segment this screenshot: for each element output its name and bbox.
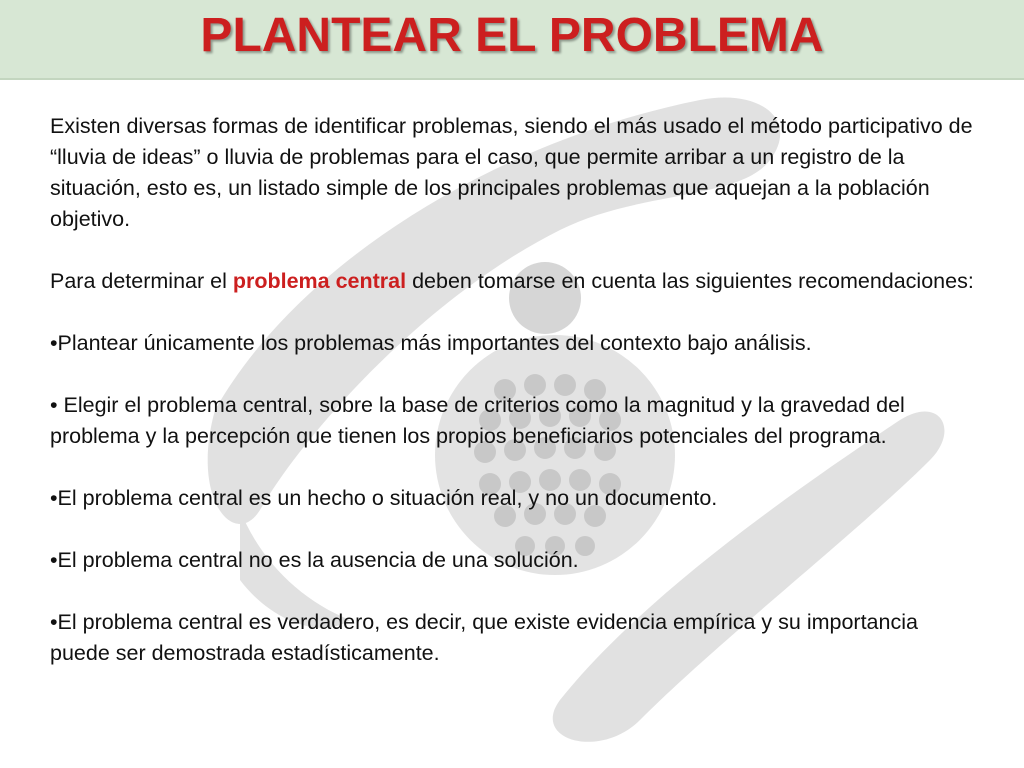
title-bar [0,0,1024,80]
intro-paragraph: Existen diversas formas de identificar problemas, siendo el más usado el método participativo de “lluvia de ideas” o lluvia de problemas para el caso, que permite arribar a un registro de la situación, esto es, un listado simple de los principales problemas que aquejan a la población objetivo. [50,114,973,231]
central-problem-highlight: problema central [232,269,407,293]
slide-body [50,111,980,669]
bullet-item: •El problema central es un hecho o situación real, y no un documento. [50,486,718,510]
bullet-item: •El problema central es verdadero, es decir, que existe evidencia empírica y su importancia puede ser demostrada estadísticamente. [50,610,918,665]
slide-title: PLANTEAR EL PROBLEMA [200,9,824,62]
recommendations-intro-end: deben tomarse en cuenta las siguientes recomendaciones: [406,269,974,293]
bullet-item: •Plantear únicamente los problemas más importantes del contexto bajo análisis. [50,331,812,355]
recommendations-intro-start: Para determinar el [50,269,233,293]
bullet-item: •El problema central no es la ausencia de una solución. [50,548,579,572]
recommendations-intro [50,266,980,297]
bullet-item: • Elegir el problema central, sobre la base de criterios como la magnitud y la gravedad del problema y la percepción que tienen los propios beneficiarios potenciales del programa. [50,393,905,448]
